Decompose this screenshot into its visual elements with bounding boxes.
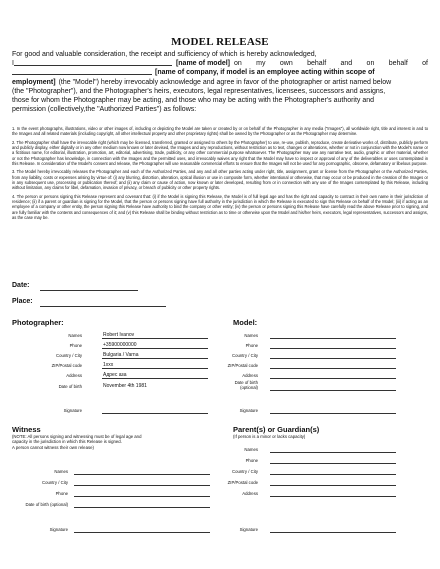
model-signature-label: Signature: [239, 408, 258, 413]
model-signature-line[interactable]: [270, 413, 396, 414]
parent-address-label: Address: [242, 491, 258, 496]
place-label: Place:: [12, 298, 33, 305]
company-name-blank: [12, 68, 152, 75]
photographer-country-label: Country / City: [55, 353, 82, 358]
photographer-country-line: [102, 358, 208, 359]
intro-line: For good and valuable consideration, the receipt and sufficiency of which is hereby acknowledged,: [12, 51, 317, 58]
model-zip-label: ZIP/Postal code: [227, 363, 258, 368]
intro-text: on my own behalf and on behalf of: [234, 60, 428, 68]
photographer-zip-value[interactable]: 1xxx: [103, 362, 114, 368]
witness-note-line: capacity in the jurisdiction in which this Release is signed.: [12, 439, 122, 445]
photographer-dob-value[interactable]: November 4th 1981: [103, 383, 147, 389]
place-field[interactable]: [40, 306, 166, 307]
photographer-zip-label: ZIP/Postal code: [51, 363, 82, 368]
photographer-heading: Photographer:: [12, 318, 64, 327]
model-names-field[interactable]: [270, 338, 396, 339]
model-dob-label: Date of birth: [234, 380, 258, 385]
date-field[interactable]: [40, 290, 138, 291]
photographer-signature-line[interactable]: [102, 413, 208, 414]
intro-line: (the "Photographer"), and the Photographer's heirs, executors, legal representatives, licensees, successors and assigns,: [12, 87, 386, 95]
photographer-signature-label: Signature: [63, 408, 82, 413]
photographer-phone-label: Phone: [69, 343, 82, 348]
model-names-label: Names: [244, 333, 258, 338]
document-title: MODEL RELEASE: [171, 36, 269, 48]
intro-text: employment]: [12, 78, 56, 86]
model-country-field[interactable]: [270, 358, 396, 359]
parent-phone-label: Phone: [245, 458, 258, 463]
photographer-address-line: [102, 378, 208, 379]
clause-paragraph: 1. In the event photographs, illustrations, video or other images of, including or depicting the Model are taken or created by or on behalf of the Photographer in any media ("Images"), all worldwide right, title and interest in and to the Images and all related materials (including copyright, all other intellectual property and other proprietary rights) shall be owned by the Photographer or as the Photographer may determine.: [12, 126, 428, 137]
witness-note-line: A person cannot witness their own release): [12, 444, 94, 450]
intro-text: I: [12, 60, 14, 68]
witness-names-field[interactable]: [74, 474, 210, 475]
release-clauses: [12, 126, 428, 224]
witness-signature-line[interactable]: [74, 532, 210, 533]
parent-zip-label: ZIP/Postal code: [227, 480, 258, 485]
witness-dob-field[interactable]: [74, 507, 210, 508]
parent-guardian-note: (If person is a minor or lacks capacity): [233, 434, 306, 439]
parent-names-field[interactable]: [270, 452, 396, 453]
photographer-country-value[interactable]: Bulgaria / Varna: [103, 352, 139, 358]
date-label: Date:: [12, 282, 30, 289]
photographer-address-label: Address: [66, 373, 82, 378]
parent-phone-field[interactable]: [270, 463, 396, 464]
model-phone-field[interactable]: [270, 348, 396, 349]
parent-zip-field[interactable]: [270, 485, 396, 486]
clause-paragraph: 3. The Model hereby irrevocably releases the Photographer and each of the Authorized Parties, and any and all other parties acting under right, title, assignment, grant or license from the Photographer or the Authorized Parties, from any liability, costs or expenses arising by virtue of: (i) any blurring, distortion, alteration, optical illusion or use in composite form, whether intentional or otherwise, that may occur or be produced in the creation of the Images or in any subsequent use, processing or publication thereof; and (ii) any claim or cause of action, now known or later developed, resulting from or in connection with any use of the Images contemplated by this Release, including without limitation, any claims for libel, defamation, invasion of privacy, or breach of publicity or other property rights.: [12, 169, 428, 191]
intro-line: permission (collectively,the "Authorized Parties") as follows:: [12, 106, 197, 114]
witness-phone-label: Phone: [55, 491, 68, 496]
intro-text: [name of company, if model is an employee acting within scope of: [155, 69, 375, 77]
parent-address-field[interactable]: [270, 496, 396, 497]
clause-paragraph: 4. The person or persons signing this Release represent and covenant that: (i) if the Model is signing this Release, the Model is of full legal age and has the right and capacity to contract in their own name in their jurisdiction of residence; (ii) if a parent or guardian is signing for the Model, that the person or persons signing have full authority in the jurisdiction in which the Release is executed to sign this Release on behalf of the Model; (iii) if acting as an employee of a company or other entity, the person signing this Release have authority to bind the company or other entity; (iv) the person or persons signing this Release have carefully read the above Release prior to signing, and are fully familiar with the contents and consequences of it; and (v) this Release shall be binding without restriction as to time or otherwise upon the Model and his/her heirs, executors, legal representatives, successors and assigns, as the case may be.: [12, 193, 428, 221]
intro-paragraph: [12, 50, 428, 114]
witness-dob-label: Date of birth (optional): [25, 502, 68, 507]
intro-line: [12, 59, 428, 68]
clause-paragraph: 2. The Photographer shall have the irrevocable right (which may be licensed, transferred, granted or assigned to others by the Photographer) to use, re-use, publish, reproduce, create derivative works of, distribute, publicly perform and publicly display, either digitally or in any other medium now known or later devised, the Images and any reproductions, without restriction as to text, changes or alterations, whether or not in conjunction with the Model's name or a fictitious name, for editorial, illustration, promotion, art, editorial, advertising, trade, publicity, or any other commercial purpose whatsoever. The Photographer may use any narrative text, audio, graphic or other material, whether or not the Photographer has knowledge, in connection with the Images and the permitted uses, and irrevocably waives any right that the Model may have to inspect or approval of any of the deliverables or uses contemplated in this Release. In consideration of the Model's consent and release, the Photographer will use reasonable commercial efforts to ensure that the Images will not be used for any pornographic, obscene, defamatory or libelous purpose.: [12, 139, 428, 166]
intro-line: [12, 78, 428, 87]
intro-line: [12, 68, 428, 77]
witness-phone-field[interactable]: [74, 496, 210, 497]
parent-names-label: Names: [244, 447, 258, 452]
model-country-label: Country / City: [231, 353, 258, 358]
model-dob-field[interactable]: [270, 390, 396, 391]
model-phone-label: Phone: [245, 343, 258, 348]
parent-country-label: Country / City: [231, 469, 258, 474]
witness-country-field[interactable]: [74, 485, 210, 486]
photographer-address-value[interactable]: Адрес аза: [103, 372, 127, 378]
parent-signature-label: Signature: [239, 527, 258, 532]
witness-signature-label: Signature: [49, 527, 68, 532]
witness-names-label: Names: [54, 469, 68, 474]
model-name-blank: [14, 59, 172, 66]
witness-country-label: Country / City: [41, 480, 68, 485]
model-address-label: Address: [242, 373, 258, 378]
witness-note-line: (NOTE: All persons signing and witnessing must be of legal age and: [12, 434, 142, 439]
photographer-phone-line: [102, 348, 208, 349]
photographer-dob-label: Date of birth: [58, 384, 82, 389]
photographer-zip-line: [102, 368, 208, 369]
model-dob-sub-label: (optional): [240, 385, 258, 390]
photographer-names-label: Names: [68, 333, 82, 338]
photographer-names-line: [102, 338, 208, 339]
photographer-names-value[interactable]: Robert Ivanov: [103, 332, 135, 338]
intro-text: (the "Model") hereby irrevocably acknowledge and agree in favor of the photographer or artist named below: [58, 78, 392, 86]
photographer-phone-value[interactable]: +35900000000: [103, 342, 137, 348]
parent-country-field[interactable]: [270, 474, 396, 475]
model-zip-field[interactable]: [270, 368, 396, 369]
parent-signature-line[interactable]: [270, 532, 396, 533]
model-heading: Model:: [233, 318, 258, 327]
model-address-field[interactable]: [270, 378, 396, 379]
intro-line: those for whom the Photographer may be acting, and those who may be acting with the Photographer's authority and: [12, 97, 375, 105]
witness-heading: Witness: [12, 425, 41, 434]
witness-note: [12, 434, 212, 450]
intro-text: [name of model]: [175, 60, 231, 68]
parent-guardian-heading: Parent(s) or Guardian(s): [233, 425, 320, 434]
